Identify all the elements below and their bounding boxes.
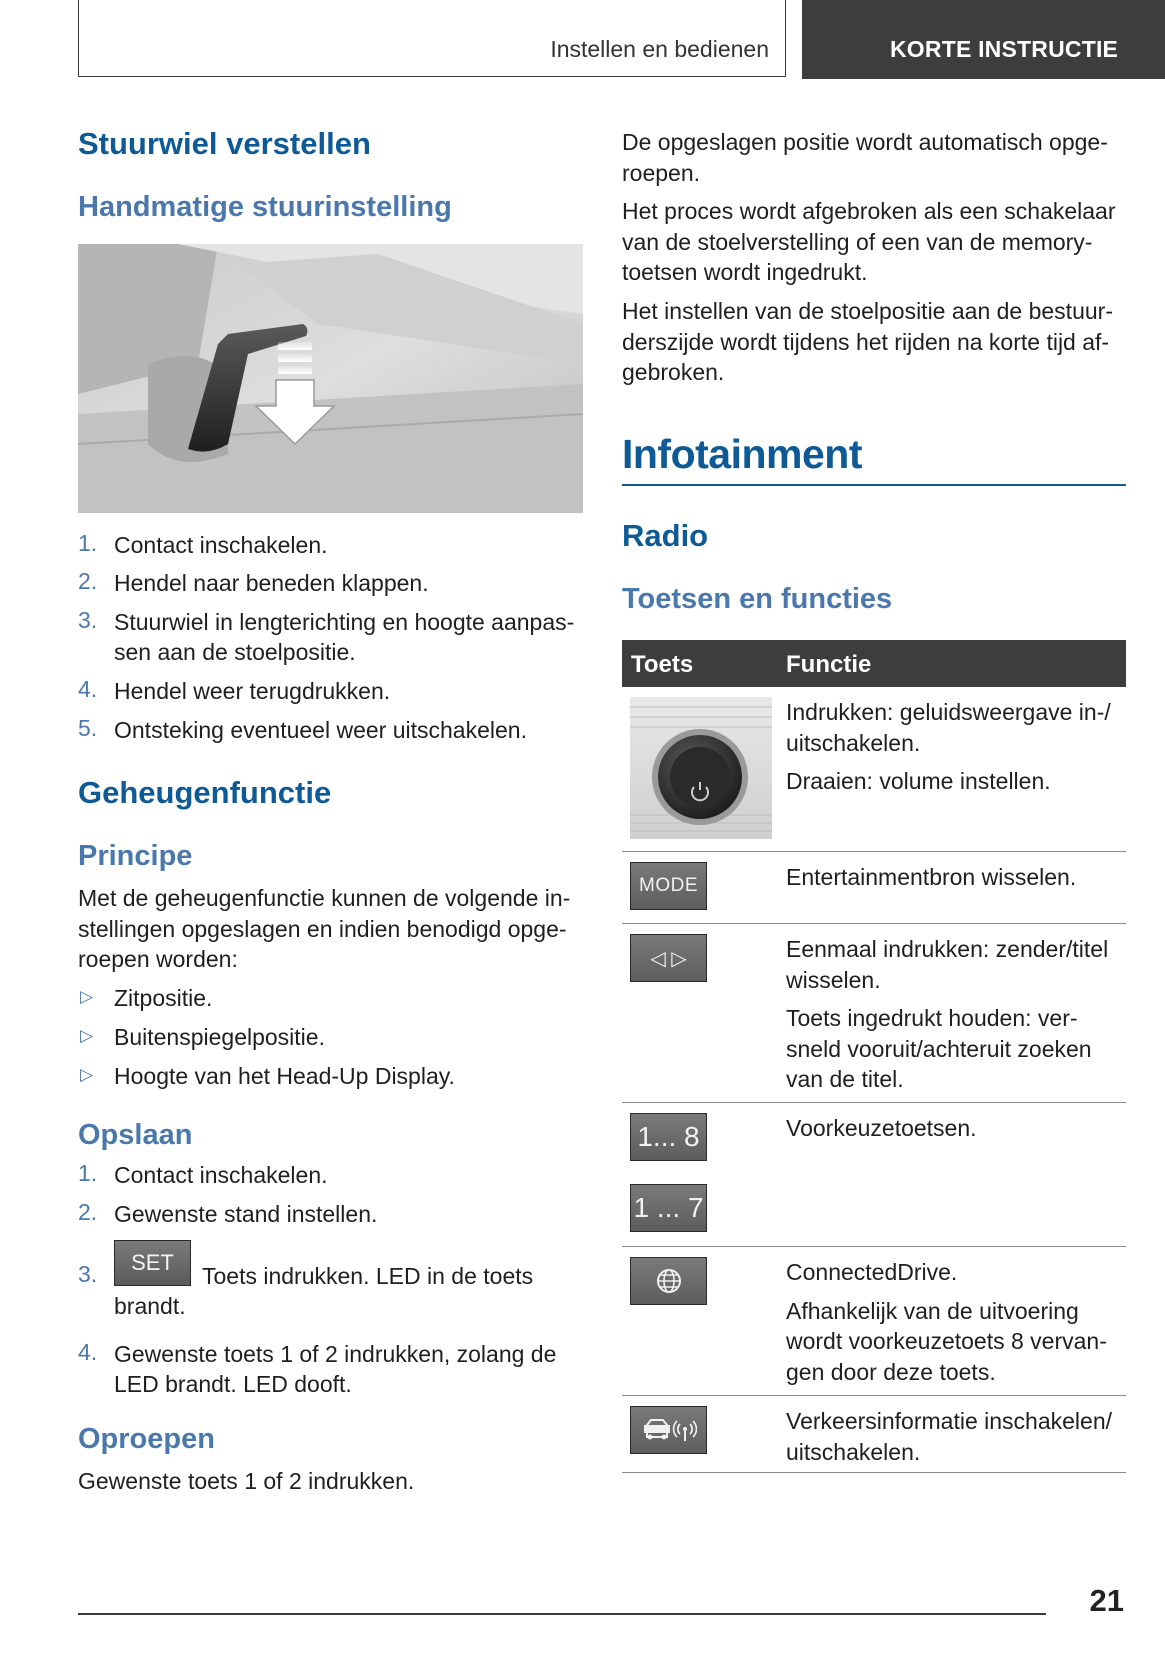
infotainment-heading: Infotainment	[622, 431, 862, 477]
section-divider	[622, 484, 1126, 486]
recall-subheading: Oproepen	[78, 1423, 215, 1455]
volume-knob-icon	[630, 697, 772, 839]
table-header	[622, 640, 1126, 687]
function-cell: Voorkeuzetoetsen.	[786, 1115, 977, 1141]
row-divider	[622, 923, 1126, 924]
steering-heading: Stuurwiel verstellen	[78, 126, 371, 161]
save-subheading: Opslaan	[78, 1119, 193, 1151]
radio-heading: Radio	[622, 518, 709, 553]
memory-bullet-list: ▷ Zitpositie. ▷ Buitenspiegelpositie. ▷ Hoogte van het Head-Up Display.	[80, 985, 455, 1089]
header-frame	[78, 0, 786, 77]
principle-text: Met de geheugenfunctie kunnen de volgende in- stellingen opgeslagen en indien benodigd opge- roepen worden:	[78, 885, 571, 972]
column-header-function: Functie	[786, 651, 872, 678]
intro-paragraph-1: De opgeslagen positie wordt automatisch opge- roepen.	[622, 129, 1108, 186]
row-divider	[622, 1246, 1126, 1247]
manual-steering-subheading: Handmatige stuurinstelling	[78, 191, 452, 223]
page-number: 21	[1089, 1583, 1124, 1618]
principle-subheading: Principe	[78, 840, 193, 872]
preset-keys-1-8-icon: 1... 8	[630, 1113, 707, 1161]
header-chapter-tab	[802, 0, 1165, 79]
function-cell: Entertainmentbron wisselen.	[786, 864, 1077, 890]
function-cell: Eenmaal indrukken: zender/titel wisselen. Toets ingedrukt houden: ver- sneld vooruit/achteruit zoeken van de titel.	[786, 936, 1109, 1092]
set-key-icon: SET	[114, 1240, 191, 1286]
row-divider	[622, 1102, 1126, 1103]
memory-heading: Geheugenfunctie	[78, 775, 332, 810]
row-divider	[622, 851, 1126, 852]
footer-rule	[78, 1613, 1046, 1615]
header-section-title: Instellen en bedienen	[550, 36, 769, 62]
recall-text: Gewenste toets 1 of 2 indrukken.	[78, 1468, 415, 1494]
steering-steps-list: 1. Contact inschakelen. 2. Hendel naar beneden klappen. 3. Stuurwiel in lengterichting en hoogte aanpas- sen aan de stoelpositie. 4. Hendel weer terugdrukken. 5. Ontsteking eventueel weer uitschakelen.	[78, 530, 575, 743]
mode-key-icon: MODE	[630, 862, 707, 910]
column-header-key: Toets	[631, 651, 694, 678]
function-cell: Verkeersinformatie inschakelen/ uitschakelen.	[786, 1408, 1112, 1465]
track-arrows-key-icon: ◁ ▷	[630, 934, 707, 982]
globe-icon	[630, 1257, 707, 1305]
save-steps-list: 1. Contact inschakelen. 2. Gewenste stand instellen. 3. SET Toets indrukken. LED in de toets brandt. 4. Gewenste toets 1 of 2 indrukken, zolang de LED brandt. LED dooft.	[78, 1160, 557, 1397]
row-divider	[622, 1395, 1126, 1396]
function-cell: Indrukken: geluidsweergave in-/ uitschakelen. Draaien: volume instellen.	[786, 699, 1111, 794]
function-cell: ConnectedDrive. Afhankelijk van de uitvoering wordt voorkeuzetoets 8 vervan- gen door deze toets.	[786, 1259, 1107, 1385]
keys-functions-subheading: Toetsen en functies	[622, 583, 893, 615]
steering-lever-illustration	[78, 244, 583, 513]
intro-paragraph-2: Het proces wordt afgebroken als een schakelaar van de stoelverstelling of een van de memory- toetsen wordt ingedrukt.	[622, 198, 1116, 285]
preset-keys-1-7-icon: 1 ... 7	[630, 1184, 707, 1232]
header-chapter-label: KORTE INSTRUCTIE	[890, 36, 1119, 62]
traffic-info-icon	[630, 1406, 707, 1454]
row-divider	[622, 1472, 1126, 1473]
intro-paragraph-3: Het instellen van de stoelpositie aan de bestuur- derszijde wordt tijdens het rijden na korte tijd af- gebroken.	[622, 298, 1113, 385]
